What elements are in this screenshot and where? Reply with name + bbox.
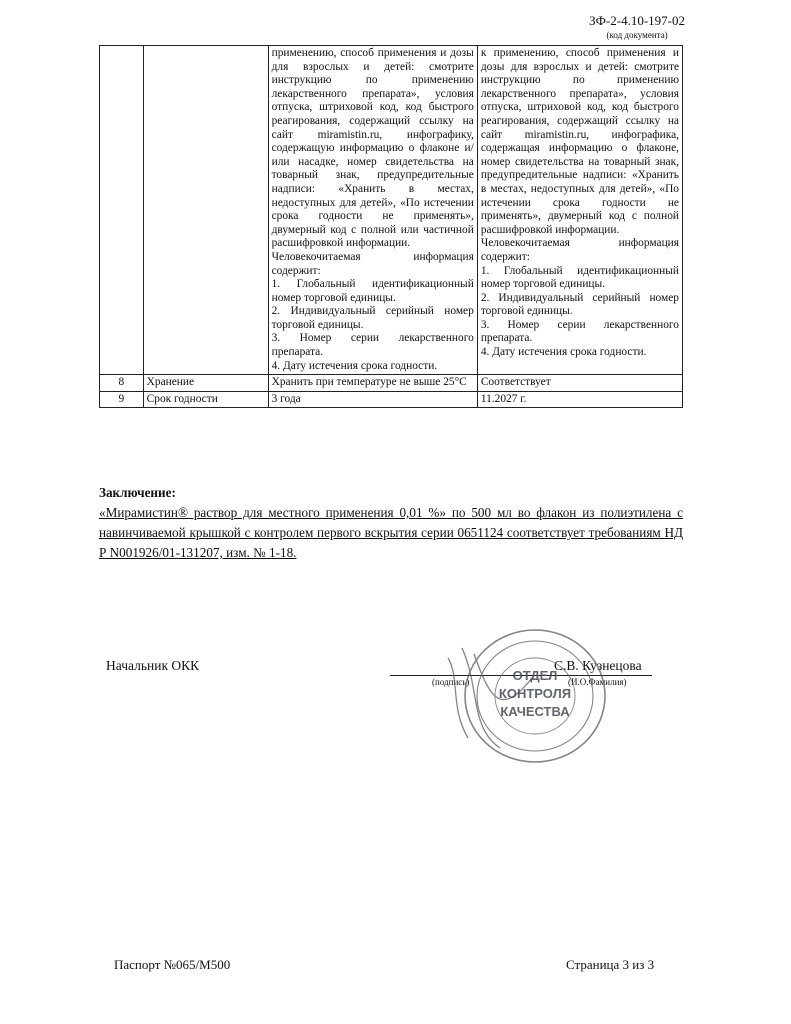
- row-result: 11.2027 г.: [477, 391, 682, 408]
- conclusion: [99, 483, 683, 563]
- quality-control-stamp: [440, 618, 610, 770]
- result-text: 4. Дату истечения срока годности.: [480, 346, 647, 359]
- conclusion-heading: Заключение:: [99, 485, 176, 500]
- cell-num: [100, 46, 144, 375]
- passport-number: Паспорт №065/М500: [114, 957, 231, 972]
- document-code-note: (код документа): [606, 30, 668, 40]
- cell-result: [477, 46, 682, 375]
- result-text: 2. Индивидуальный серийный номер торговой единицы.: [480, 291, 679, 318]
- stamp-line: ОТДЕЛ: [512, 668, 558, 683]
- stamp-line: КОНТРОЛЯ: [498, 686, 572, 701]
- document-code: [589, 14, 685, 42]
- row-number: 9: [100, 391, 144, 408]
- conclusion-text: «Мирамистин® раствор для местного применения 0,01 %» по 500 мл во флакон из полиэтилена с навинчиваемой крышкой с контролем первого вскрытия серии 0651124 соответствует требованиям НД Р N001926/01-131207, изм. № 1-18.: [99, 505, 683, 560]
- spec-text: 4. Дату истечения срока годности.: [271, 359, 438, 372]
- result-text: Человекочитаемая информация содержит:: [480, 237, 679, 263]
- spec-text: 2. Индивидуальный серийный номер торговой единицы.: [271, 305, 474, 331]
- row-parameter: Хранение: [143, 375, 268, 392]
- table-row: [100, 375, 683, 392]
- specification-table: [99, 45, 683, 408]
- row-result: Соответствует: [477, 375, 682, 392]
- table-row: [100, 391, 683, 408]
- signature-caption: (подпись): [432, 677, 470, 687]
- cell-spec: [268, 46, 477, 375]
- signer-role: Начальник ОКК: [106, 658, 200, 673]
- cell-param: [143, 46, 268, 375]
- row-parameter: Срок годности: [143, 391, 268, 408]
- row-spec: 3 года: [268, 391, 477, 408]
- spec-text: 3. Номер серии лекарственного препарата.: [271, 332, 474, 359]
- table-row: [100, 46, 683, 375]
- result-text: 1. Глобальный идентификационный номер торговой единицы.: [480, 264, 679, 291]
- spec-text: применению, способ применения и дозы для взрослых и детей: смотрите инструкцию по применению лекарственного препарата», условия отпуска, штриховой код, код быстрого реагирования, содержащий ссылку на сайт miramistin.ru, инфографику, содержащую информацию о флаконе и/или насадке, номер свидетельства на товарный знак, предупредительные надписи: «Хранить в местах, недоступных для детей», «По истечении срока годности не применять», двумерный код с полной или частичной расшифровкой информации.: [271, 47, 474, 250]
- signer-name: С.В. Кузнецова: [554, 658, 642, 673]
- result-text: 3. Номер серии лекарственного препарата.: [480, 318, 679, 345]
- spec-text: Человекочитаемая информация содержит:: [271, 250, 474, 277]
- result-text: к применению, способ применения и дозы для взрослых и детей: смотрите инструкцию по применению лекарственного препарата», условия отпуска, штриховой код, код быстрого реагирования, содержащий ссылку на сайт miramistin.ru, инфографика, содержащая информацию о флаконе, номер свидетельства на товарный знак, предупредительные надписи: «Хранить в местах, недоступных для детей», «По истечении срока годности не применять», двумерный код с полной расшифровкой информации.: [480, 47, 679, 236]
- name-caption: (И.О.Фамилия): [568, 677, 627, 687]
- page-number: Страница 3 из 3: [566, 957, 655, 972]
- spec-text: 1. Глобальный идентификационный номер торговой единицы.: [271, 278, 474, 304]
- row-number: 8: [100, 375, 144, 392]
- row-spec: Хранить при температуре не выше 25°С: [268, 375, 477, 392]
- stamp-line: КАЧЕСТВА: [500, 704, 570, 719]
- document-code-value: ЗФ-2-4.10-197-02: [589, 13, 685, 28]
